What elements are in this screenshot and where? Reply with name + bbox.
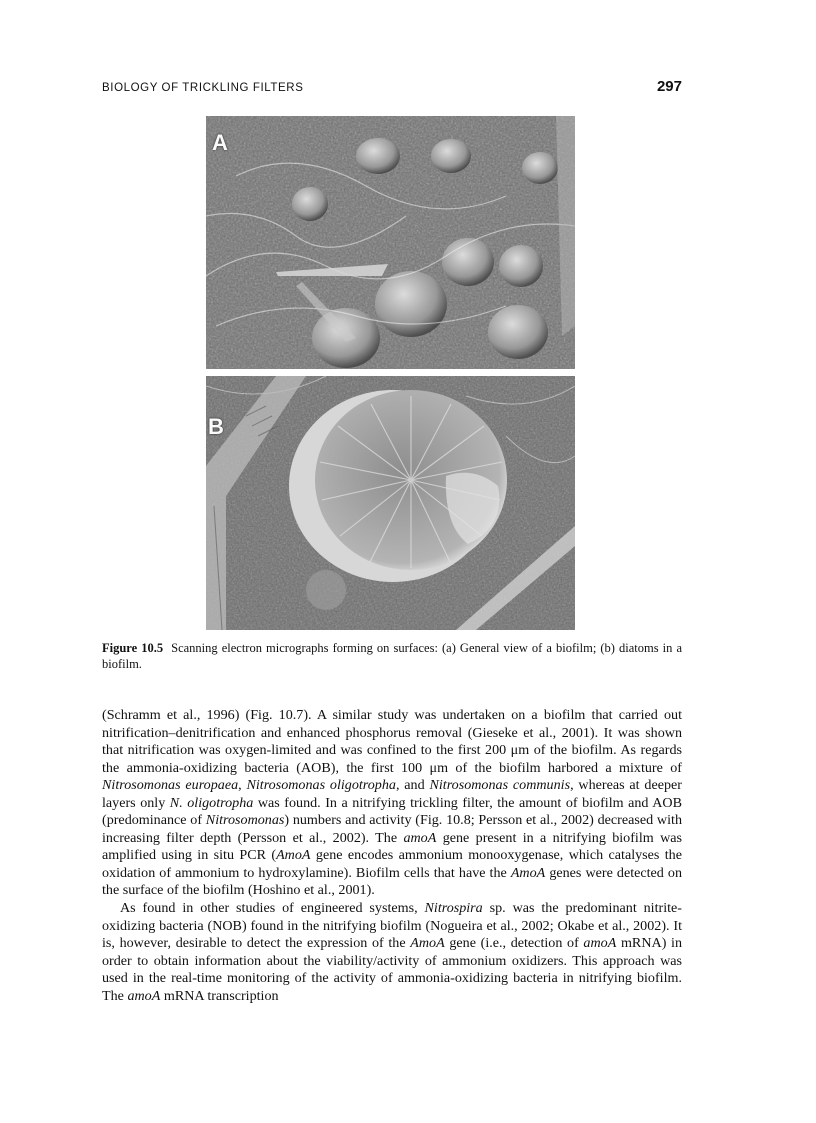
- text-run: gene encodes ammonium monooxygenase, which catalyses the oxidation of ammonium to hydroxylamine). Biofilm cells that have the: [102, 847, 682, 881]
- paragraph-2: [102, 900, 682, 1005]
- italic-term: Nitrosomonas: [205, 812, 285, 829]
- text-run: (Schramm et al., 1996) (Fig. 10.7). A similar study was undertaken on a biofilm that carried out nitrification–denitrification and enhanced phosphorus removal (Gieseke et al., 2001). It was shown that nitrification was oxygen-limited and was confined to the first 200 μm of the biofilm. As regards the ammonia-oxidizing bacteria (AOB), the first 100 μm of the biofilm harbored a mixture of: [102, 707, 682, 776]
- panel-letter-b: B: [208, 414, 224, 439]
- italic-term: Nitrosomonas europaea: [102, 777, 239, 794]
- micrograph-a-image: [206, 116, 575, 369]
- page-number: 297: [656, 78, 682, 95]
- micrograph-b-image: [206, 376, 575, 630]
- body-text: [102, 707, 682, 1005]
- running-title: BIOLOGY OF TRICKLING FILTERS: [102, 82, 304, 94]
- text-run: sp. was the predominant nitrite-oxidizing bacteria (NOB) found in the nitrifying biofilm (Nogueira et al., 2002; Okabe et al., 2002). It is, however, desirable to detect the expression of the: [102, 900, 682, 952]
- micrograph-panel-a: [206, 116, 575, 369]
- italic-term: amoA: [403, 829, 437, 846]
- text-run: was found. In a nitrifying trickling filter, the amount of biofilm and AOB (predominance of: [102, 794, 682, 829]
- text-run: gene present in a nitrifying biofilm was amplified using in situ PCR (: [102, 829, 682, 864]
- micrograph-panel-b: [206, 376, 575, 630]
- italic-term: amoA: [583, 935, 617, 952]
- italic-term: AmoA: [410, 935, 445, 952]
- italic-term: Nitrosomonas communis: [429, 777, 571, 794]
- italic-term: AmoA: [276, 847, 311, 864]
- italic-term: Nitrospira: [424, 900, 483, 917]
- paragraph-1: [102, 707, 682, 900]
- running-head: [102, 78, 682, 95]
- text-run: As found in other studies of engineered systems,: [120, 900, 425, 917]
- italic-term: AmoA: [510, 864, 546, 881]
- text-run: gene (i.e., detection of: [444, 935, 584, 952]
- figure-caption: [102, 640, 682, 672]
- text-run: ) numbers and activity (Fig. 10.8; Persson et al., 2002) decreased with increasing filter depth (Persson et al., 2002). The: [102, 812, 682, 846]
- caption-text: Scanning electron micrographs forming on surfaces: (a) General view of a biofilm; (b) diatoms in a biofilm.: [102, 641, 682, 671]
- figure-label: Figure 10.5: [102, 641, 164, 655]
- text-run: genes were detected on the surface of the biofilm (Hoshino et al., 2001).: [102, 864, 682, 899]
- text-run: mRNA) in order to obtain information about the viability/activity of ammonium oxidizers. This approach was used in the real-time monitoring of the activity of ammonia-oxidizing bacteria in nitrifying biofilm. The: [102, 935, 682, 1004]
- text-run: , and: [395, 777, 430, 794]
- text-run: mRNA transcription: [160, 987, 279, 1004]
- panel-letter-a: A: [212, 130, 228, 155]
- figure-10-5: [206, 116, 575, 630]
- text-run: , whereas at deeper layers only: [102, 777, 682, 811]
- italic-term: N. oligotropha: [169, 794, 254, 811]
- text-run: ,: [238, 777, 247, 794]
- italic-term: amoA: [127, 987, 161, 1004]
- italic-term: Nitrosomonas oligotropha: [246, 777, 396, 794]
